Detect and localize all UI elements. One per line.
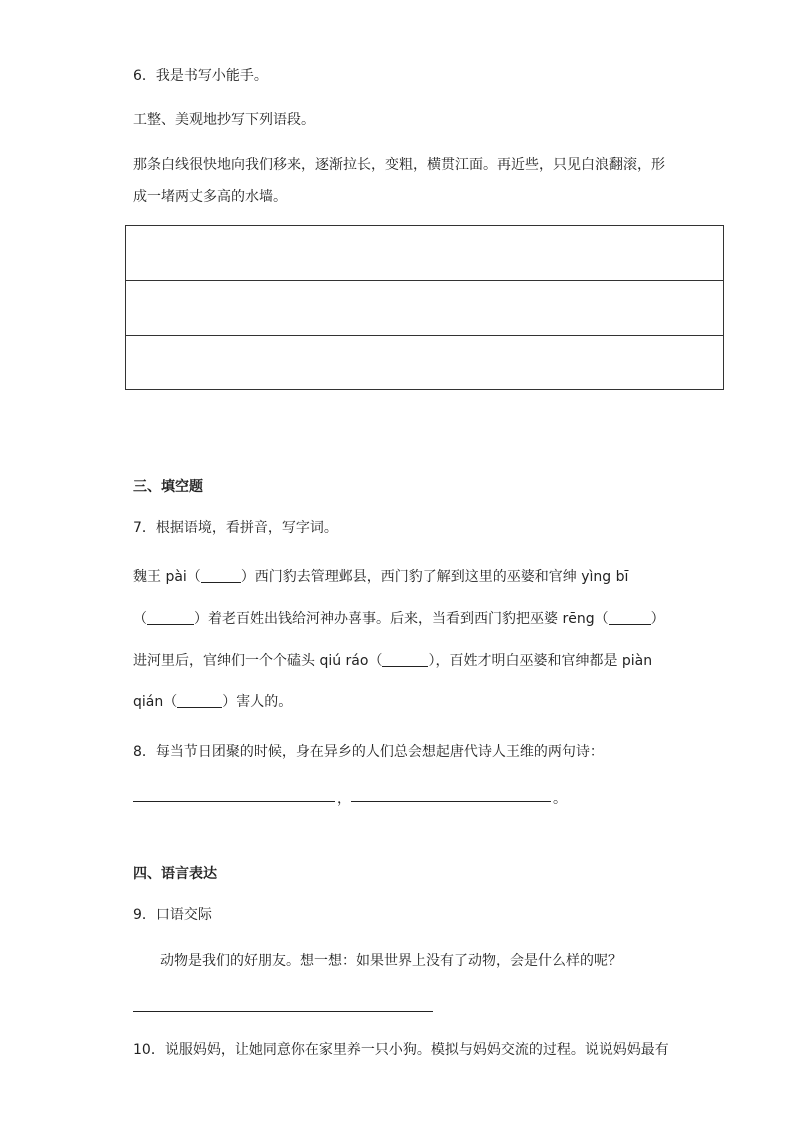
q7-line-2: [133, 609, 665, 629]
section-3-heading: 三、填空题: [133, 479, 203, 495]
q7-text: （: [133, 611, 147, 627]
q6-title: 6．我是书写小能手。: [133, 68, 268, 84]
answer-blank-reng[interactable]: [609, 610, 651, 625]
q6-passage-line-1: 那条白线很快地向我们移来，逐渐拉长，变粗，横贯江面。再近些，只见白浪翻滚，形: [133, 157, 665, 173]
q10-title: 10．说服妈妈，让她同意你在家里养一只小狗。模拟与妈妈交流的过程。说说妈妈最有: [133, 1042, 669, 1058]
answer-blank-pai-qian[interactable]: [201, 568, 241, 583]
q7-line-3: [133, 651, 652, 671]
q8-title: 8．每当节日团聚的时候，身在异乡的人们总会想起唐代诗人王维的两句诗：: [133, 744, 604, 760]
q9-title: 9．口语交际: [133, 907, 212, 923]
q7-line-4: [133, 692, 292, 712]
q7-text: ）西门豹去管理邺县，西门豹了解到这里的巫婆和官绅 yìng bī: [240, 569, 629, 585]
q7-text: ）害人的。: [222, 694, 293, 710]
answer-blank-pian-qian[interactable]: [177, 693, 222, 708]
q7-text: qián（: [133, 694, 178, 710]
q7-text: ）: [650, 611, 665, 627]
copy-writing-line[interactable]: [126, 281, 723, 336]
q7-text: ）着老百姓出钱给河神办喜事。后来，当看到西门豹把巫婆 rēng（: [194, 611, 609, 627]
copy-writing-line[interactable]: [126, 226, 723, 281]
q7-text: ），百姓才明白巫婆和官绅都是 piàn: [428, 653, 653, 669]
section-4-heading: 四、语言表达: [133, 866, 217, 882]
q8-period: 。: [553, 791, 567, 807]
poem-answer-line-2[interactable]: [351, 800, 551, 802]
q7-text: 进河里后，官绅们一个个磕头 qiú ráo（: [133, 653, 383, 669]
q7-text: 魏王 pài（: [133, 569, 201, 585]
q7-title: 7．根据语境，看拼音，写字词。: [133, 520, 338, 536]
q9-prompt: 动物是我们的好朋友。想一想：如果世界上没有了动物，会是什么样的呢？: [160, 953, 622, 969]
q9-answer-line[interactable]: [133, 1010, 433, 1012]
answer-blank-ying-bi[interactable]: [147, 610, 194, 625]
answer-blank-qiu-rao[interactable]: [382, 652, 428, 667]
q8-comma: ，: [337, 791, 351, 807]
poem-answer-line-1[interactable]: [133, 800, 335, 802]
q7-line-1: [133, 567, 628, 587]
q6-instruction: 工整、美观地抄写下列语段。: [133, 112, 315, 128]
copy-writing-line[interactable]: [126, 336, 723, 391]
copy-writing-box: [125, 225, 724, 390]
q6-passage-line-2: 成一堵两丈多高的水墙。: [133, 189, 287, 205]
